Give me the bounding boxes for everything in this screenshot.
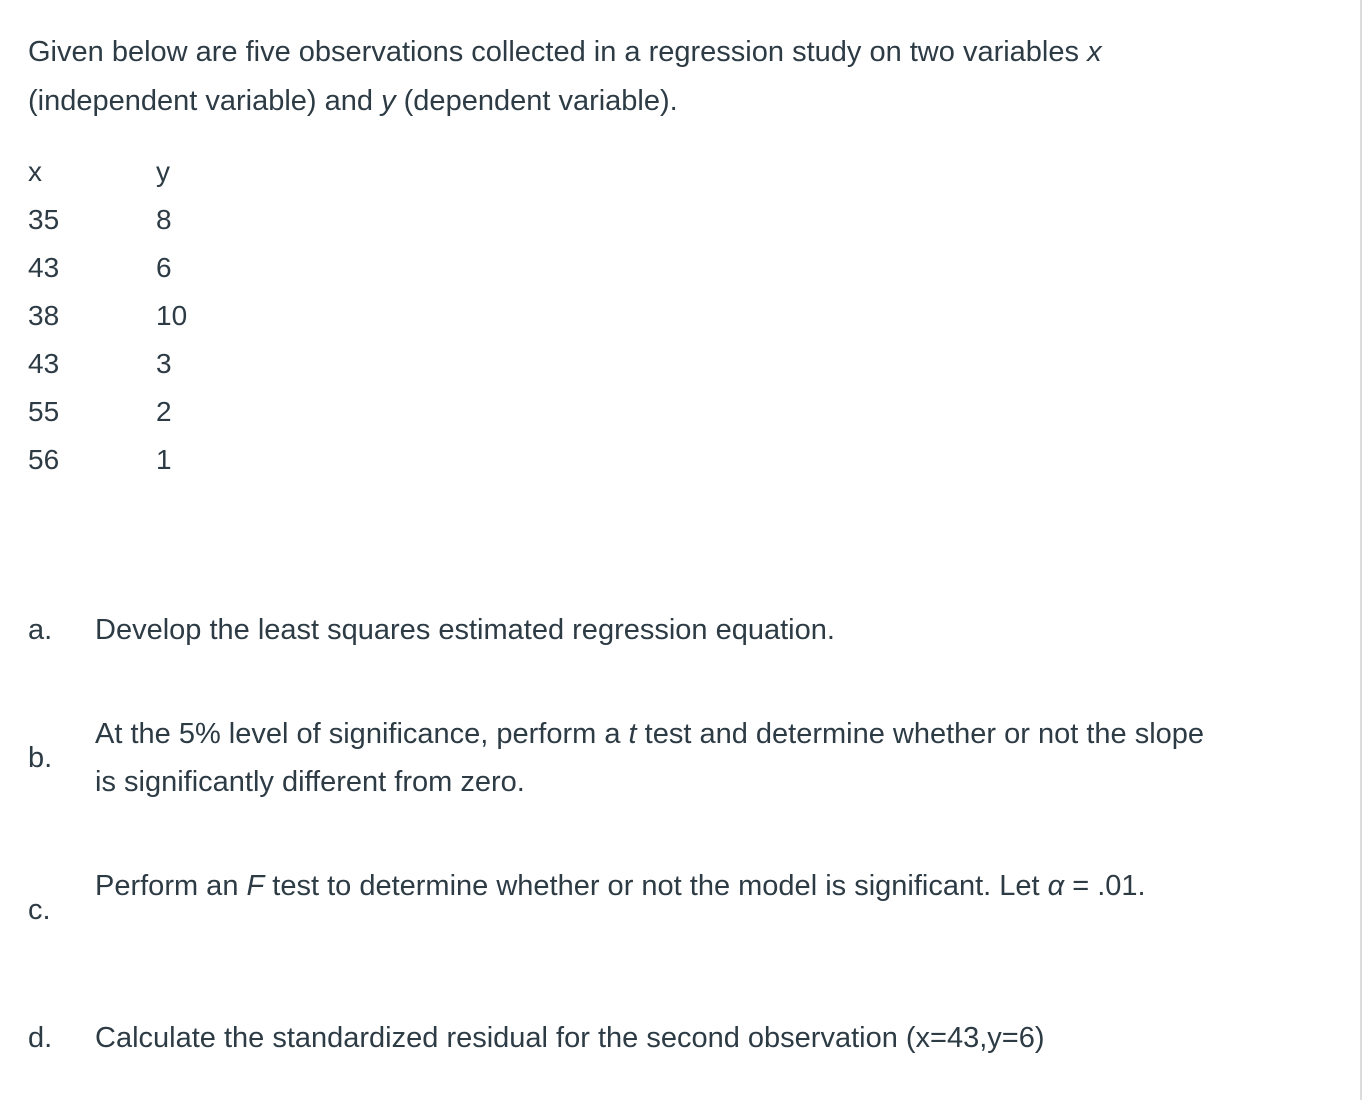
table-cell-y: 6: [156, 252, 172, 283]
intro-text: (dependent variable).: [395, 85, 678, 117]
part-c-text: Perform an F test to determine whether or not the model is significant. Let α = .01.: [95, 870, 1146, 902]
part-b-letter: b.: [28, 742, 53, 774]
table-row: [28, 388, 216, 436]
question-intro: [28, 28, 1228, 126]
table-cell-y: 3: [156, 348, 172, 379]
part-d-text: Calculate the standardized residual for the second observation (x=43,y=6): [95, 1022, 1045, 1054]
intro-text: Given below are five observations collected in a regression study on two variables: [28, 36, 1088, 68]
table-cell-y: 1: [156, 444, 172, 475]
table-row: [28, 196, 216, 244]
alpha-symbol: α: [1047, 870, 1065, 902]
right-border-divider: [1360, 0, 1362, 1100]
column-header-y: y: [156, 156, 170, 187]
table-cell-x: 38: [28, 300, 60, 331]
part-a-letter: a.: [28, 614, 53, 646]
part-a-text: Develop the least squares estimated regression equation.: [95, 614, 835, 646]
table-cell-x: 56: [28, 444, 60, 475]
table-header-row: [28, 148, 216, 196]
table-cell-y: 10: [156, 300, 188, 331]
table-row: [28, 292, 216, 340]
table-row: [28, 244, 216, 292]
table-cell-x: 43: [28, 252, 60, 283]
observations-table: [28, 148, 216, 484]
table-cell-x: 55: [28, 396, 60, 427]
column-header-x: x: [28, 156, 42, 187]
part-d-letter: d.: [28, 1022, 53, 1054]
table-cell-y: 8: [156, 204, 172, 235]
table-row: [28, 436, 216, 484]
table-cell-x: 35: [28, 204, 60, 235]
part-c-letter: c.: [28, 894, 51, 926]
table-cell-y: 2: [156, 396, 172, 427]
f-symbol: F: [246, 870, 265, 902]
part-b-text: At the 5% level of significance, perform a t test and determine whether or not the slope is significantly different from zero.: [95, 718, 1205, 798]
table-row: [28, 340, 216, 388]
table-cell-x: 43: [28, 348, 60, 379]
variable-y: y: [381, 85, 396, 117]
variable-x: x: [1087, 36, 1102, 68]
intro-text: (independent variable) and: [28, 85, 382, 117]
t-symbol: t: [628, 718, 637, 750]
